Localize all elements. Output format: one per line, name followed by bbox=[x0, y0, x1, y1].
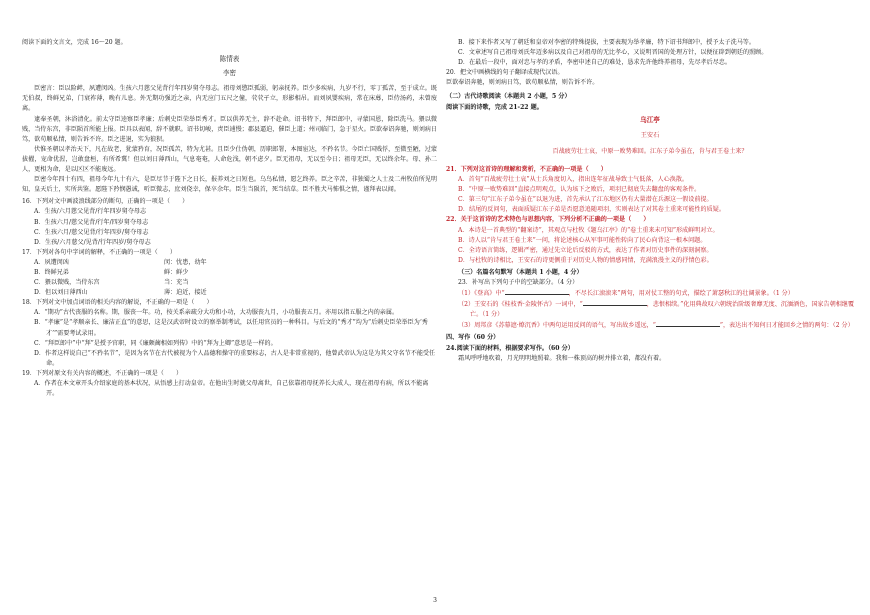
question-23: 23．补写出下列句子中的空缺部分。（4 分） bbox=[458, 278, 579, 286]
option: A．首句“百战疲劳壮士哀”从士兵角度切入，指出连年征战导致士气低落，人心涣散。 bbox=[458, 176, 689, 184]
option: A．作者在本文章开头介绍家庭的基本状况，从悟感上打动皇帝。在他出生时就父母离世，自己依靠祖母抚养长大成人，现在祖母有病，所以不能离开。 bbox=[34, 380, 429, 398]
option: C．第三句“江东子弟今虽在”以退为进，首先承认了江东地区仍有大量潜在兵源这一假设前提。 bbox=[458, 196, 713, 204]
section-heading: （二）古代诗歌阅读（本题共 2 小题，5 分） bbox=[446, 93, 571, 101]
option: D．与杜牧的诗相比，王安石的诗更侧重于对历史人物的情感同情，充满浪漫主义的抒情色彩。 bbox=[458, 256, 713, 264]
option: A．生孩/六月慈父见背/行年四岁舅夺母志 bbox=[34, 208, 147, 216]
question-24: 24.阅读下面的材料，根据要求写作。（60 分） bbox=[446, 344, 574, 352]
poem-title: 乌江亭 bbox=[640, 115, 660, 124]
option: D．在最后一段中，面对忠与孝的矛盾，李密申述自己的难处，恳求先许他终养祖母，先尽孝后尽忠。 bbox=[458, 59, 732, 67]
answer-blank[interactable] bbox=[656, 320, 720, 327]
section-heading: 四、写作（60 分） bbox=[446, 334, 500, 342]
answer-blank[interactable] bbox=[505, 288, 569, 295]
reading-intro: 阅读下面的文言文，完成 16～20 题。 bbox=[22, 39, 127, 46]
option: B．生孩六月/慈父见背/行年/四岁舅夺母志 bbox=[34, 218, 149, 226]
question-20-text: 臣欲奉诏奔驰，则刘病日笃，欲苟顺私情，则告诉不许。 bbox=[446, 79, 599, 87]
answer-blank[interactable] bbox=[583, 299, 647, 306]
option: C．猥以微贱，当侍东宫 当：充当 bbox=[34, 279, 189, 287]
question-21: 21．下列对这首诗的理解和赏析，不正确的一项是（ ） bbox=[446, 165, 607, 173]
section-intro: 阅读下面的诗歌，完成 21-22 题。 bbox=[446, 103, 543, 111]
fill-blank-item: （3）周邦彦《苏幕遮·燎沉香》中两句运用反问的语气，写出故乡遥远，“ ”，表达出不知何日才能回乡之情的两句：（2 分） bbox=[458, 322, 854, 330]
option: C．“拜臣郎中”中“拜”是授予官职，同《廉颇蔺相如列传》中的“拜为上卿”意思是一样的。 bbox=[34, 339, 277, 347]
option: B．“孝廉”是“孝顺亲长、廉洁正直”的意思，这是汉武帝时设立的察举制考试，以任用官员的一种科目。与后文的“秀才”均为“后刺史臣荣举臣为‘秀才’”需要考试录用。 bbox=[34, 319, 428, 337]
left-column bbox=[22, 38, 437, 399]
option: B．诗人以“肯与君王卷土来”一问，将论述核心从军事可能性转向了民心向背这一根本问题。 bbox=[458, 236, 707, 244]
question-22: 22．关于这首诗的艺术特色与思想内容，下列分析不正确的一项是（ ） bbox=[446, 216, 650, 224]
essay-paragraph: 臣密今年四十有四，祖母今年九十有六，是臣尽节于陛下之日长，报养刘之日短也。乌鸟私情，愿乞终养。臣之辛苦，非独蜀之人士及二州牧伯所见明知，皇天后土，实所共鉴。愿陛下矜悯愚诚，听臣微志，庶刘侥幸，保卒余年。臣生当陨首，死当结草。臣不胜犬马怖惧之情，谨拜表以闻。 bbox=[22, 176, 437, 194]
right-column bbox=[446, 38, 854, 364]
question-24-material: 霜风呼呼地吹着，月光明明地照着。我和一株顶高的树并排立着，都没有着。 bbox=[458, 354, 666, 362]
poem-author: 王安石 bbox=[640, 131, 660, 139]
essay-title: 陈情表 bbox=[219, 55, 240, 64]
question-20: 20．把文中画横线的句子翻译成现代汉语。 bbox=[446, 69, 564, 77]
option: C．全诗语言简练，逻辑严密，通过先立论后反驳的方式，表达了作者对历史事件的深刻洞察。 bbox=[458, 246, 713, 254]
poem-text: 百战疲劳壮士哀，中原一败势难回。江东子弟今虽在，肯与君王卷土来？ bbox=[552, 147, 748, 155]
option: D．生孩/六月慈父/见背/行年四岁/舅夺母志 bbox=[34, 238, 151, 246]
option: A．“期功”古代丧服的名称。期，服丧一年。功，按关系亲疏分大功和小功，大功服丧九月，小功服丧五月。亦用以指五服之内的亲属。 bbox=[34, 309, 399, 317]
question-16: 16．下列对文中画波浪线部分的断句，正确的一项是（ ） bbox=[22, 198, 189, 206]
option: A．夙遭闵凶 闵：忧患，幼年 bbox=[34, 258, 207, 266]
option: C．生孩六月/慈父见背/行年四岁/舅夺母志 bbox=[34, 228, 149, 236]
section-heading: （三）名篇名句默写（本题共 1 小题，4 分） bbox=[458, 268, 583, 276]
option: D．但以刘日薄西山 薄：迫近，接近 bbox=[34, 289, 207, 297]
essay-paragraph: 伏惟圣朝以孝治天下，凡在故老，犹蒙矜育，况臣孤苦，特为尤甚。且臣少仕伪朝，历职郎署，本图宦达，不矜名节。今臣亡国贱俘，至微至陋，过蒙拔擢，宠命优渥，岂敢盘桓，有所希冀！但以刘日薄西山，气息奄奄，人命危浅，朝不虑夕。臣无祖母，无以至今日；祖母无臣，无以终余年。母、孙二人，更相为命，是以区区不能废远。 bbox=[22, 145, 437, 174]
option: A．本诗是一首典型的“翻案诗”，其观点与杜牧《题乌江亭》的“卷土重来未可知”形成鲜明对立。 bbox=[458, 226, 719, 234]
essay-paragraph: 臣密言：臣以险衅，夙遭闵凶。生孩六月慈父见背行年四岁舅夺母志。祖母刘愍臣孤弱，躬亲抚养。臣少多疾病，九岁不行，零丁孤苦，至于成立。既无伯叔，终鲜兄弟，门衰祚薄，晚有儿息。外无期功强近之亲，内无应门五尺之僮，茕茕孑立，形影相吊。而刘夙婴疾病，常在床蓐，臣侍汤药，未曾废离。 bbox=[22, 85, 437, 113]
question-18: 18．下列对文中加点词语的相关内容的解说，不正确的一项是（ ） bbox=[22, 299, 213, 307]
option: B．终鲜兄弟 鲜：鲜少 bbox=[34, 268, 189, 276]
option: B．接下来作者又写了朝廷和皇帝对李密的特殊提拔，主要表现为举孝廉，特下诏书拜郎中，授予太子洗马等。 bbox=[458, 39, 755, 46]
option: B．“中原一败势难回”直接点明观点，认为垓下之败后，项羽已彻底失去翻盘的客观条件。 bbox=[458, 186, 701, 194]
option: D．作者这样说自己“不矜名节”，是因为名节在古代被视为个人品德和操守的重要标志，古人是非常重视的，他曾武帝认为这是为其父守名节不能受任命。 bbox=[34, 349, 436, 367]
question-17: 17．下列对各句中字词的解释，不正确的一项是（ ） bbox=[22, 248, 177, 256]
q17-option-table bbox=[22, 258, 437, 298]
page-number: 3 bbox=[433, 597, 437, 604]
fill-blank-item: （1）《登高》中“ ，不尽长江滚滚来”两句，用对仗工整的句式，描绘了萧瑟秋江的壮阔景象。（1 分） bbox=[458, 290, 794, 298]
fill-blank-item: （2）王安石的《桂枝香·金陵怀古》一词中，“ ，悲恨相续。”化用典故叹六朝统治阶级奢靡无度、沉湎酒色，国家告朝相继覆亡。（1 分） bbox=[458, 301, 854, 319]
essay-author: 李密 bbox=[222, 69, 237, 78]
option: C．文章述写自己祖母刘氏年迈多病以及自己对祖母的无比孝心，又说明晋国的处理方针，以便征辟到朝廷的照顾。 bbox=[458, 49, 768, 57]
essay-paragraph: 逮奉圣朝，沐浴清化。前太守臣逵察臣孝廉；后刺史臣荣举臣秀才。臣以供养无主，辞不赴命。诏书特下，拜臣郎中，寻蒙国恩，除臣洗马。猥以微贱，当侍东宫，非臣陨首所能上报。臣具以表闻，辞不就职。诏书切峻，责臣逋慢；郡县逼迫，催臣上道；州司临门，急于星火。臣欲奉诏奔驰，则刘病日笃，欲苟顺私情，则告诉不许。臣之进退，实为狼狈。 bbox=[22, 115, 437, 143]
question-19: 19．下列对原文有关内容的概述，不正确的一项是（ ） bbox=[22, 369, 183, 377]
option: D．结尾的反问句，表面质疑江东子弟是否愿意追随项羽，实则表达了对其卷土重来可能性的质疑。 bbox=[458, 206, 725, 214]
